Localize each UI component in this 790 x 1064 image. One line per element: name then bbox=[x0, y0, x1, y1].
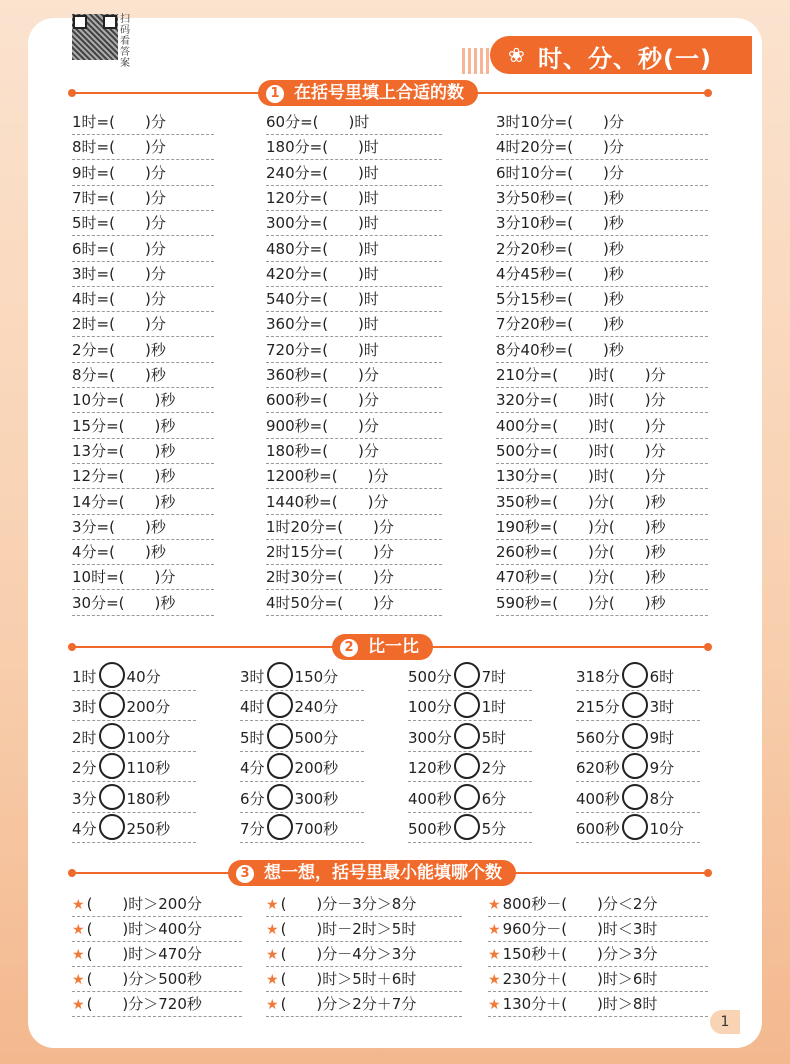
conversion-item[interactable]: 7分20秒=( )秒 bbox=[496, 312, 708, 337]
compare-right: 500分 bbox=[294, 728, 339, 747]
compare-circle-blank[interactable] bbox=[622, 814, 648, 840]
compare-circle-blank[interactable] bbox=[622, 692, 648, 718]
compare-item bbox=[72, 723, 196, 752]
compare-item bbox=[576, 814, 700, 843]
inequality-item[interactable] bbox=[488, 892, 708, 917]
conversion-item[interactable]: 600秒=( )分 bbox=[266, 388, 442, 413]
compare-item bbox=[408, 753, 532, 782]
compare-left: 7分 bbox=[240, 820, 265, 838]
inequality-item[interactable] bbox=[72, 892, 242, 917]
compare-right: 9分 bbox=[649, 759, 675, 778]
compare-circle-blank[interactable] bbox=[267, 662, 293, 688]
inequality-item[interactable] bbox=[488, 967, 708, 992]
compare-right: 6分 bbox=[481, 789, 507, 808]
compare-circle-blank[interactable] bbox=[99, 814, 125, 840]
compare-circle-blank[interactable] bbox=[622, 723, 648, 749]
compare-item bbox=[408, 784, 532, 813]
compare-left: 120秒 bbox=[408, 759, 452, 778]
compare-left: 1时 bbox=[72, 668, 97, 686]
star-icon: ★ bbox=[488, 922, 501, 938]
compare-left: 3时 bbox=[72, 698, 97, 717]
section3-pill bbox=[228, 860, 516, 886]
conversion-item[interactable]: 13分=( )秒 bbox=[72, 439, 214, 464]
conversion-item[interactable]: 500分=( )时( )分 bbox=[496, 439, 708, 464]
compare-item bbox=[72, 814, 196, 843]
conversion-item[interactable]: 2分=( )秒 bbox=[72, 338, 214, 363]
conversion-item[interactable]: 120分=( )时 bbox=[266, 186, 442, 211]
compare-left: 2时 bbox=[72, 728, 97, 747]
compare-right: 40分 bbox=[126, 668, 161, 686]
star-icon: ★ bbox=[72, 897, 85, 913]
section1-header bbox=[70, 80, 710, 106]
conversion-item[interactable]: 180秒=( )分 bbox=[266, 439, 442, 464]
conversion-item[interactable]: 10分=( )秒 bbox=[72, 388, 214, 413]
compare-circle-blank[interactable] bbox=[622, 784, 648, 810]
compare-left: 300分 bbox=[408, 728, 452, 747]
compare-item bbox=[576, 784, 700, 813]
conversion-item[interactable]: 240分=( )时 bbox=[266, 161, 442, 186]
section3-title: 想一想，括号里最小能填哪个数 bbox=[264, 863, 502, 883]
compare-left: 620秒 bbox=[576, 759, 620, 778]
qr-code-image bbox=[72, 14, 118, 60]
inequality-text: ( )时－2时＞5时 bbox=[280, 920, 417, 938]
section3-number: 3 bbox=[236, 865, 254, 883]
compare-circle-blank[interactable] bbox=[622, 753, 648, 779]
conversion-item[interactable]: 4分=( )秒 bbox=[72, 540, 214, 565]
compare-item bbox=[240, 814, 364, 843]
inequality-item[interactable] bbox=[266, 942, 462, 967]
conversion-item[interactable]: 2时15分=( )分 bbox=[266, 540, 442, 565]
inequality-item[interactable] bbox=[488, 917, 708, 942]
compare-item bbox=[408, 662, 532, 691]
compare-circle-blank[interactable] bbox=[622, 662, 648, 688]
compare-item bbox=[240, 753, 364, 782]
compare-right: 7时 bbox=[481, 668, 507, 686]
compare-right: 1时 bbox=[481, 698, 507, 717]
compare-circle-blank[interactable] bbox=[99, 784, 125, 810]
compare-circle-blank[interactable] bbox=[454, 784, 480, 810]
compare-left: 600秒 bbox=[576, 820, 620, 838]
compare-right: 200分 bbox=[126, 698, 171, 717]
conversion-item[interactable]: 6时10分=( )分 bbox=[496, 161, 708, 186]
conversion-item[interactable]: 1时20分=( )分 bbox=[266, 515, 442, 540]
conversion-item[interactable]: 14分=( )秒 bbox=[72, 490, 214, 515]
compare-right: 100分 bbox=[126, 728, 171, 747]
conversion-item[interactable]: 1时=( )分 bbox=[72, 110, 214, 135]
compare-left: 215分 bbox=[576, 698, 620, 717]
compare-circle-blank[interactable] bbox=[267, 723, 293, 749]
compare-left: 400秒 bbox=[576, 789, 620, 808]
inequality-item[interactable] bbox=[488, 942, 708, 967]
section1-title: 在括号里填上合适的数 bbox=[294, 83, 464, 103]
conversion-item[interactable]: 180分=( )时 bbox=[266, 135, 442, 160]
compare-item bbox=[576, 723, 700, 752]
conversion-item[interactable]: 540分=( )时 bbox=[266, 287, 442, 312]
section3-header bbox=[70, 860, 710, 886]
compare-item bbox=[576, 662, 700, 691]
inequality-text: ( )时＞470分 bbox=[86, 945, 202, 963]
conversion-item[interactable]: 8分=( )秒 bbox=[72, 363, 214, 388]
qr-code-label: 扫码看答案 bbox=[120, 14, 130, 69]
section2-number: 2 bbox=[340, 639, 358, 657]
conversion-item[interactable]: 420分=( )时 bbox=[266, 262, 442, 287]
star-icon: ★ bbox=[488, 972, 501, 988]
star-icon: ★ bbox=[266, 972, 279, 988]
section2-title: 比一比 bbox=[368, 637, 419, 657]
compare-item bbox=[408, 692, 532, 721]
conversion-item[interactable]: 360秒=( )分 bbox=[266, 363, 442, 388]
compare-left: 2分 bbox=[72, 759, 97, 778]
inequality-text: 130分＋( )时＞8时 bbox=[502, 995, 658, 1013]
qr-code[interactable] bbox=[72, 14, 130, 70]
conversion-item[interactable]: 4时20分=( )分 bbox=[496, 135, 708, 160]
compare-left: 3分 bbox=[72, 789, 97, 808]
conversion-item[interactable]: 15分=( )秒 bbox=[72, 414, 214, 439]
conversion-item[interactable]: 2时30分=( )分 bbox=[266, 565, 442, 590]
star-icon: ★ bbox=[72, 997, 85, 1013]
compare-circle-blank[interactable] bbox=[267, 784, 293, 810]
compare-circle-blank[interactable] bbox=[99, 753, 125, 779]
compare-left: 400秒 bbox=[408, 789, 452, 808]
conversion-item[interactable]: 60分=( )时 bbox=[266, 110, 442, 135]
conversion-item[interactable]: 2时=( )分 bbox=[72, 312, 214, 337]
star-icon: ★ bbox=[266, 997, 279, 1013]
inequality-item[interactable] bbox=[266, 992, 462, 1017]
compare-right: 700秒 bbox=[294, 820, 339, 838]
star-icon: ★ bbox=[266, 947, 279, 963]
compare-item bbox=[576, 692, 700, 721]
compare-left: 4分 bbox=[240, 759, 265, 778]
inequality-item[interactable] bbox=[488, 992, 708, 1017]
conversion-item[interactable]: 300分=( )时 bbox=[266, 211, 442, 236]
conversion-item[interactable]: 480分=( )时 bbox=[266, 237, 442, 262]
conversion-item[interactable]: 5时=( )分 bbox=[72, 211, 214, 236]
compare-item bbox=[72, 753, 196, 782]
star-icon: ★ bbox=[266, 922, 279, 938]
inequality-text: 800秒－( )分＜2分 bbox=[502, 895, 658, 913]
compare-right: 110秒 bbox=[126, 759, 171, 778]
compare-right: 150分 bbox=[294, 668, 339, 686]
compare-item bbox=[240, 723, 364, 752]
compare-left: 5时 bbox=[240, 728, 265, 747]
conversion-item[interactable]: 320分=( )时( )分 bbox=[496, 388, 708, 413]
inequality-text: ( )分－4分＞3分 bbox=[280, 945, 417, 963]
compare-item bbox=[408, 723, 532, 752]
inequality-text: 150秒＋( )分＞3分 bbox=[502, 945, 658, 963]
compare-circle-blank[interactable] bbox=[454, 753, 480, 779]
compare-circle-blank[interactable] bbox=[99, 692, 125, 718]
inequality-item[interactable] bbox=[72, 967, 242, 992]
compare-left: 6分 bbox=[240, 789, 265, 808]
compare-right: 10分 bbox=[649, 820, 684, 838]
compare-right: 9时 bbox=[649, 728, 675, 747]
star-icon: ★ bbox=[72, 972, 85, 988]
compare-left: 500秒 bbox=[408, 820, 452, 838]
inequality-item[interactable] bbox=[72, 992, 242, 1017]
inequality-text: 960分－( )时＜3时 bbox=[502, 920, 658, 938]
conversion-item[interactable]: 900秒=( )分 bbox=[266, 414, 442, 439]
compare-right: 6时 bbox=[649, 668, 675, 686]
conversion-item[interactable]: 360分=( )时 bbox=[266, 312, 442, 337]
conversion-item[interactable]: 4时50分=( )分 bbox=[266, 591, 442, 616]
star-icon: ★ bbox=[488, 897, 501, 913]
star-icon: ★ bbox=[488, 997, 501, 1013]
compare-item bbox=[72, 692, 196, 721]
conversion-item[interactable]: 3分=( )秒 bbox=[72, 515, 214, 540]
compare-left: 560分 bbox=[576, 728, 620, 747]
inequality-item[interactable] bbox=[266, 892, 462, 917]
conversion-item[interactable]: 3分10秒=( )秒 bbox=[496, 211, 708, 236]
conversion-item[interactable]: 1440秒=( )分 bbox=[266, 490, 442, 515]
compare-circle-blank[interactable] bbox=[454, 814, 480, 840]
conversion-item[interactable]: 210分=( )时( )分 bbox=[496, 363, 708, 388]
conversion-item[interactable]: 10时=( )分 bbox=[72, 565, 214, 590]
inequality-text: ( )时＞200分 bbox=[86, 895, 202, 913]
compare-circle-blank[interactable] bbox=[454, 723, 480, 749]
title-banner bbox=[490, 36, 752, 74]
compare-right: 5分 bbox=[481, 820, 507, 838]
section1-pill bbox=[258, 80, 478, 106]
conversion-item[interactable]: 260秒=( )分( )秒 bbox=[496, 540, 708, 565]
compare-right: 8分 bbox=[649, 789, 675, 808]
compare-item bbox=[576, 753, 700, 782]
paw-icon: ❀ bbox=[508, 43, 525, 67]
inequality-text: ( )分＞2分＋7分 bbox=[280, 995, 417, 1013]
compare-right: 180秒 bbox=[126, 789, 171, 808]
compare-circle-blank[interactable] bbox=[99, 662, 125, 688]
compare-circle-blank[interactable] bbox=[454, 692, 480, 718]
inequality-item[interactable] bbox=[266, 967, 462, 992]
compare-right: 300秒 bbox=[294, 789, 339, 808]
compare-circle-blank[interactable] bbox=[267, 692, 293, 718]
compare-left: 4分 bbox=[72, 820, 97, 838]
conversion-item[interactable]: 30分=( )秒 bbox=[72, 591, 214, 616]
compare-right: 2分 bbox=[481, 759, 507, 778]
page-title: 时、分、秒(一) bbox=[538, 45, 712, 73]
conversion-item[interactable]: 3时10分=( )分 bbox=[496, 110, 708, 135]
section1-number: 1 bbox=[266, 85, 284, 103]
conversion-item[interactable]: 3时=( )分 bbox=[72, 262, 214, 287]
conversion-item[interactable]: 8分40秒=( )秒 bbox=[496, 338, 708, 363]
compare-item bbox=[408, 814, 532, 843]
inequality-item[interactable] bbox=[266, 917, 462, 942]
compare-circle-blank[interactable] bbox=[454, 662, 480, 688]
conversion-item[interactable]: 130分=( )时( )分 bbox=[496, 464, 708, 489]
star-icon: ★ bbox=[488, 947, 501, 963]
conversion-item[interactable]: 4时=( )分 bbox=[72, 287, 214, 312]
compare-item bbox=[240, 784, 364, 813]
compare-right: 250秒 bbox=[126, 820, 171, 838]
compare-right: 200秒 bbox=[294, 759, 339, 778]
compare-left: 4时 bbox=[240, 698, 265, 717]
conversion-item[interactable]: 12分=( )秒 bbox=[72, 464, 214, 489]
conversion-item[interactable]: 4分45秒=( )秒 bbox=[496, 262, 708, 287]
conversion-item[interactable]: 590秒=( )分( )秒 bbox=[496, 591, 708, 616]
inequality-item[interactable] bbox=[72, 917, 242, 942]
compare-item bbox=[72, 662, 196, 691]
conversion-item[interactable]: 2分20秒=( )秒 bbox=[496, 237, 708, 262]
compare-circle-blank[interactable] bbox=[99, 723, 125, 749]
inequality-text: ( )分＞500秒 bbox=[86, 970, 202, 988]
conversion-item[interactable]: 8时=( )分 bbox=[72, 135, 214, 160]
inequality-text: ( )时＞400分 bbox=[86, 920, 202, 938]
conversion-item[interactable]: 190秒=( )分( )秒 bbox=[496, 515, 708, 540]
inequality-item[interactable] bbox=[72, 942, 242, 967]
compare-right: 3时 bbox=[649, 698, 675, 717]
compare-item bbox=[240, 662, 364, 691]
page-number: 1 bbox=[710, 1010, 740, 1034]
star-icon: ★ bbox=[72, 947, 85, 963]
conversion-item[interactable]: 720分=( )时 bbox=[266, 338, 442, 363]
compare-left: 100分 bbox=[408, 698, 452, 717]
conversion-item[interactable]: 5分15秒=( )秒 bbox=[496, 287, 708, 312]
inequality-text: ( )分－3分＞8分 bbox=[280, 895, 417, 913]
section2-header bbox=[70, 634, 710, 660]
conversion-item[interactable]: 6时=( )分 bbox=[72, 237, 214, 262]
compare-left: 318分 bbox=[576, 668, 620, 686]
conversion-item[interactable]: 9时=( )分 bbox=[72, 161, 214, 186]
conversion-item[interactable]: 470秒=( )分( )秒 bbox=[496, 565, 708, 590]
compare-right: 5时 bbox=[481, 728, 507, 747]
star-icon: ★ bbox=[72, 922, 85, 938]
star-icon: ★ bbox=[266, 897, 279, 913]
compare-right: 240分 bbox=[294, 698, 339, 717]
compare-item bbox=[240, 692, 364, 721]
inequality-text: ( )时＞5时＋6时 bbox=[280, 970, 417, 988]
compare-circle-blank[interactable] bbox=[267, 814, 293, 840]
compare-left: 3时 bbox=[240, 668, 265, 686]
inequality-text: ( )分＞720秒 bbox=[86, 995, 202, 1013]
compare-circle-blank[interactable] bbox=[267, 753, 293, 779]
conversion-item[interactable]: 1200秒=( )分 bbox=[266, 464, 442, 489]
compare-left: 500分 bbox=[408, 668, 452, 686]
conversion-item[interactable]: 7时=( )分 bbox=[72, 186, 214, 211]
compare-item bbox=[72, 784, 196, 813]
conversion-item[interactable]: 3分50秒=( )秒 bbox=[496, 186, 708, 211]
conversion-item[interactable]: 400分=( )时( )分 bbox=[496, 414, 708, 439]
conversion-item[interactable]: 350秒=( )分( )秒 bbox=[496, 490, 708, 515]
inequality-text: 230分＋( )时＞6时 bbox=[502, 970, 658, 988]
section2-pill bbox=[332, 634, 433, 660]
banner-decoration bbox=[462, 48, 492, 74]
